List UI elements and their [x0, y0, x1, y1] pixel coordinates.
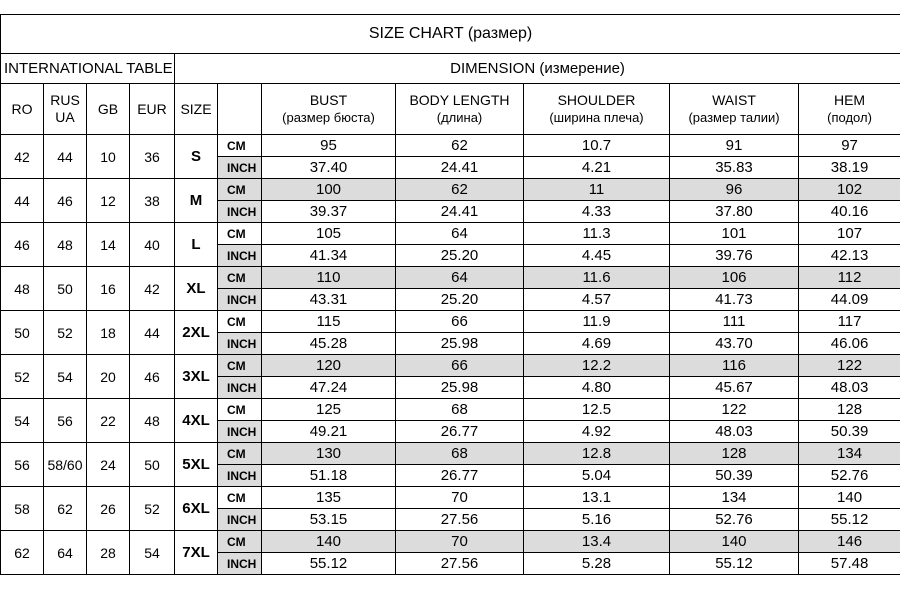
cell-ro: 54: [1, 399, 44, 443]
unit-cm-label: CM: [218, 311, 262, 333]
cell-inch-value: 45.67: [670, 377, 799, 399]
cell-inch-value: 5.28: [524, 553, 670, 575]
table-row: [1, 135, 900, 157]
header-body-length: [396, 84, 524, 135]
cell-size: 6XL: [175, 487, 218, 531]
cell-size: 3XL: [175, 355, 218, 399]
cell-gb: 20: [87, 355, 130, 399]
table-row: [1, 531, 900, 553]
cell-cm-value: 130: [262, 443, 396, 465]
cell-size: M: [175, 179, 218, 223]
cell-cm-value: 100: [262, 179, 396, 201]
cell-inch-value: 4.21: [524, 157, 670, 179]
cell-inch-value: 4.33: [524, 201, 670, 223]
cell-cm-value: 66: [396, 311, 524, 333]
cell-cm-value: 13.4: [524, 531, 670, 553]
cell-rus: 62: [44, 487, 87, 531]
cell-inch-value: 55.12: [262, 553, 396, 575]
header-body-length-sub: (длина): [436, 110, 483, 125]
cell-eur: 42: [130, 267, 175, 311]
unit-inch-label: INCH: [218, 553, 262, 575]
cell-eur: 40: [130, 223, 175, 267]
cell-gb: 22: [87, 399, 130, 443]
cell-cm-value: 134: [670, 487, 799, 509]
cell-cm-value: 91: [670, 135, 799, 157]
cell-inch-value: 52.76: [799, 465, 900, 487]
cell-eur: 38: [130, 179, 175, 223]
cell-cm-value: 111: [670, 311, 799, 333]
cell-cm-value: 97: [799, 135, 900, 157]
cell-inch-value: 41.34: [262, 245, 396, 267]
unit-inch-label: INCH: [218, 201, 262, 223]
cell-ro: 48: [1, 267, 44, 311]
header-hem: [799, 84, 900, 135]
cell-size: 7XL: [175, 531, 218, 575]
cell-cm-value: 96: [670, 179, 799, 201]
header-unit-blank: [218, 84, 262, 135]
cell-cm-value: 122: [670, 399, 799, 421]
cell-eur: 46: [130, 355, 175, 399]
header-rus: RUS: [50, 92, 80, 108]
cell-inch-value: 55.12: [670, 553, 799, 575]
cell-inch-value: 5.16: [524, 509, 670, 531]
cell-rus: 54: [44, 355, 87, 399]
cell-cm-value: 11.6: [524, 267, 670, 289]
cell-cm-value: 107: [799, 223, 900, 245]
cell-inch-value: 43.31: [262, 289, 396, 311]
unit-inch-label: INCH: [218, 157, 262, 179]
cell-inch-value: 52.76: [670, 509, 799, 531]
cell-rus: 46: [44, 179, 87, 223]
cell-inch-value: 4.69: [524, 333, 670, 355]
unit-cm-label: CM: [218, 135, 262, 157]
cell-cm-value: 134: [799, 443, 900, 465]
cell-size: S: [175, 135, 218, 179]
cell-cm-value: 64: [396, 267, 524, 289]
cell-inch-value: 57.48: [799, 553, 900, 575]
header-rus-ua: [44, 84, 87, 135]
cell-size: L: [175, 223, 218, 267]
cell-ro: 56: [1, 443, 44, 487]
header-body-length-label: BODY LENGTH: [409, 92, 510, 108]
cell-ro: 44: [1, 179, 44, 223]
international-table-label: INTERNATIONAL TABLE: [1, 54, 175, 84]
cell-cm-value: 106: [670, 267, 799, 289]
unit-cm-label: CM: [218, 443, 262, 465]
header-ua: UA: [55, 109, 75, 125]
cell-eur: 36: [130, 135, 175, 179]
cell-inch-value: 50.39: [670, 465, 799, 487]
cell-cm-value: 70: [396, 487, 524, 509]
cell-cm-value: 10.7: [524, 135, 670, 157]
cell-eur: 50: [130, 443, 175, 487]
cell-cm-value: 115: [262, 311, 396, 333]
cell-cm-value: 110: [262, 267, 396, 289]
header-hem-sub: (подол): [827, 110, 872, 125]
table-row: [1, 311, 900, 333]
cell-cm-value: 140: [670, 531, 799, 553]
cell-rus: 56: [44, 399, 87, 443]
header-ro: RO: [1, 84, 44, 135]
cell-size: XL: [175, 267, 218, 311]
cell-ro: 62: [1, 531, 44, 575]
cell-cm-value: 128: [799, 399, 900, 421]
cell-cm-value: 120: [262, 355, 396, 377]
cell-cm-value: 12.5: [524, 399, 670, 421]
header-waist-label: WAIST: [712, 92, 756, 108]
chart-title: SIZE CHART (размер): [1, 15, 900, 54]
cell-gb: 12: [87, 179, 130, 223]
cell-cm-value: 135: [262, 487, 396, 509]
cell-inch-value: 44.09: [799, 289, 900, 311]
cell-cm-value: 64: [396, 223, 524, 245]
cell-eur: 44: [130, 311, 175, 355]
cell-cm-value: 95: [262, 135, 396, 157]
cell-rus: 48: [44, 223, 87, 267]
cell-cm-value: 13.1: [524, 487, 670, 509]
cell-cm-value: 62: [396, 179, 524, 201]
cell-ro: 52: [1, 355, 44, 399]
cell-gb: 24: [87, 443, 130, 487]
unit-inch-label: INCH: [218, 421, 262, 443]
header-waist-sub: (размер талии): [688, 110, 780, 125]
cell-cm-value: 68: [396, 443, 524, 465]
cell-rus: 44: [44, 135, 87, 179]
cell-inch-value: 4.57: [524, 289, 670, 311]
cell-cm-value: 12.2: [524, 355, 670, 377]
cell-inch-value: 24.41: [396, 201, 524, 223]
cell-cm-value: 11: [524, 179, 670, 201]
cell-inch-value: 37.80: [670, 201, 799, 223]
table-row: [1, 355, 900, 377]
cell-cm-value: 66: [396, 355, 524, 377]
cell-inch-value: 53.15: [262, 509, 396, 531]
cell-inch-value: 35.83: [670, 157, 799, 179]
unit-cm-label: CM: [218, 531, 262, 553]
cell-inch-value: 25.20: [396, 245, 524, 267]
cell-inch-value: 24.41: [396, 157, 524, 179]
cell-cm-value: 11.3: [524, 223, 670, 245]
cell-cm-value: 122: [799, 355, 900, 377]
cell-inch-value: 4.80: [524, 377, 670, 399]
cell-cm-value: 146: [799, 531, 900, 553]
cell-inch-value: 25.98: [396, 333, 524, 355]
cell-ro: 42: [1, 135, 44, 179]
cell-inch-value: 50.39: [799, 421, 900, 443]
cell-size: 2XL: [175, 311, 218, 355]
cell-inch-value: 43.70: [670, 333, 799, 355]
cell-rus: 58/60: [44, 443, 87, 487]
cell-inch-value: 48.03: [670, 421, 799, 443]
cell-gb: 28: [87, 531, 130, 575]
cell-cm-value: 117: [799, 311, 900, 333]
cell-ro: 46: [1, 223, 44, 267]
cell-cm-value: 112: [799, 267, 900, 289]
header-size: SIZE: [175, 84, 218, 135]
cell-cm-value: 62: [396, 135, 524, 157]
cell-inch-value: 46.06: [799, 333, 900, 355]
cell-cm-value: 101: [670, 223, 799, 245]
table-row: [1, 223, 900, 245]
unit-inch-label: INCH: [218, 289, 262, 311]
dimension-label: DIMENSION (измерение): [175, 54, 900, 84]
size-chart-table: [0, 14, 900, 575]
unit-inch-label: INCH: [218, 465, 262, 487]
cell-inch-value: 25.20: [396, 289, 524, 311]
cell-inch-value: 4.92: [524, 421, 670, 443]
cell-inch-value: 27.56: [396, 509, 524, 531]
table-row: [1, 179, 900, 201]
cell-inch-value: 37.40: [262, 157, 396, 179]
cell-inch-value: 45.28: [262, 333, 396, 355]
cell-inch-value: 27.56: [396, 553, 524, 575]
header-waist: [670, 84, 799, 135]
header-hem-label: HEM: [833, 92, 866, 108]
cell-cm-value: 105: [262, 223, 396, 245]
unit-cm-label: CM: [218, 355, 262, 377]
cell-gb: 26: [87, 487, 130, 531]
cell-inch-value: 26.77: [396, 465, 524, 487]
unit-cm-label: CM: [218, 267, 262, 289]
cell-cm-value: 102: [799, 179, 900, 201]
cell-cm-value: 12.8: [524, 443, 670, 465]
cell-eur: 52: [130, 487, 175, 531]
cell-gb: 18: [87, 311, 130, 355]
unit-inch-label: INCH: [218, 245, 262, 267]
header-shoulder-label: SHOULDER: [557, 92, 636, 108]
cell-eur: 48: [130, 399, 175, 443]
cell-rus: 50: [44, 267, 87, 311]
cell-gb: 16: [87, 267, 130, 311]
cell-rus: 64: [44, 531, 87, 575]
cell-size: 4XL: [175, 399, 218, 443]
unit-cm-label: CM: [218, 487, 262, 509]
cell-ro: 58: [1, 487, 44, 531]
cell-ro: 50: [1, 311, 44, 355]
cell-cm-value: 140: [262, 531, 396, 553]
table-row: [1, 267, 900, 289]
table-row: [1, 399, 900, 421]
cell-cm-value: 68: [396, 399, 524, 421]
cell-gb: 10: [87, 135, 130, 179]
cell-inch-value: 41.73: [670, 289, 799, 311]
header-eur: EUR: [130, 84, 175, 135]
cell-inch-value: 39.76: [670, 245, 799, 267]
cell-cm-value: 140: [799, 487, 900, 509]
cell-inch-value: 47.24: [262, 377, 396, 399]
table-row: [1, 443, 900, 465]
cell-inch-value: 25.98: [396, 377, 524, 399]
table-row: [1, 487, 900, 509]
cell-inch-value: 51.18: [262, 465, 396, 487]
cell-inch-value: 39.37: [262, 201, 396, 223]
cell-inch-value: 38.19: [799, 157, 900, 179]
header-shoulder-sub: (ширина плеча): [549, 110, 644, 125]
cell-inch-value: 4.45: [524, 245, 670, 267]
cell-gb: 14: [87, 223, 130, 267]
cell-size: 5XL: [175, 443, 218, 487]
unit-inch-label: INCH: [218, 333, 262, 355]
header-shoulder: [524, 84, 670, 135]
cell-inch-value: 5.04: [524, 465, 670, 487]
cell-inch-value: 40.16: [799, 201, 900, 223]
cell-rus: 52: [44, 311, 87, 355]
cell-eur: 54: [130, 531, 175, 575]
header-bust-sub: (размер бюста): [282, 110, 375, 125]
cell-inch-value: 42.13: [799, 245, 900, 267]
unit-cm-label: CM: [218, 399, 262, 421]
header-bust: [262, 84, 396, 135]
header-gb: GB: [87, 84, 130, 135]
cell-inch-value: 26.77: [396, 421, 524, 443]
unit-cm-label: CM: [218, 223, 262, 245]
cell-inch-value: 49.21: [262, 421, 396, 443]
unit-inch-label: INCH: [218, 377, 262, 399]
unit-inch-label: INCH: [218, 509, 262, 531]
cell-cm-value: 116: [670, 355, 799, 377]
header-bust-label: BUST: [309, 92, 348, 108]
cell-cm-value: 11.9: [524, 311, 670, 333]
cell-cm-value: 125: [262, 399, 396, 421]
unit-cm-label: CM: [218, 179, 262, 201]
cell-inch-value: 48.03: [799, 377, 900, 399]
cell-cm-value: 128: [670, 443, 799, 465]
cell-inch-value: 55.12: [799, 509, 900, 531]
cell-cm-value: 70: [396, 531, 524, 553]
